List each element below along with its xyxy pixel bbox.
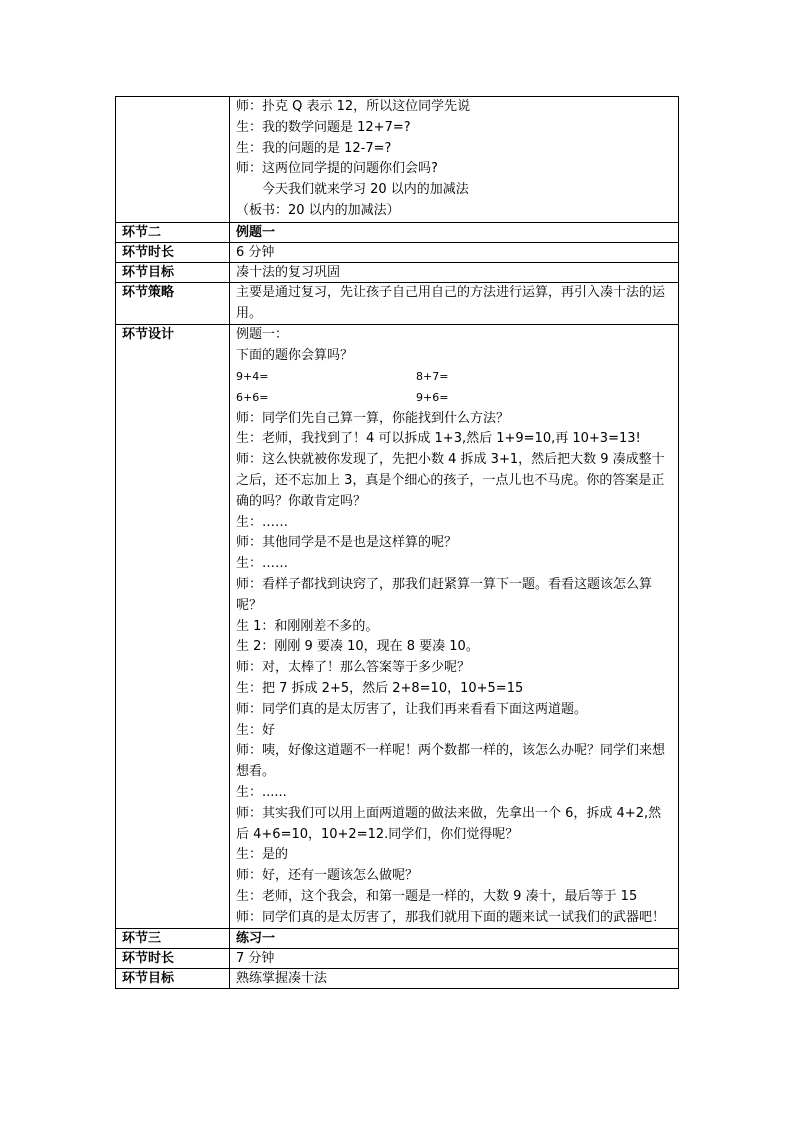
- duration-value: 7 分钟: [230, 949, 679, 969]
- dialogue-line: 师：对，太棒了！那么答案等于多少呢？: [236, 660, 471, 676]
- dialogue-line: 师：这两位同学提的问题你们会吗?: [236, 161, 438, 177]
- goal-value: 凑十法的复习巩固: [230, 262, 679, 282]
- table-row: [116, 929, 679, 949]
- duration-value: 6 分钟: [230, 242, 679, 262]
- lesson-plan-table: [115, 96, 679, 989]
- section-title: 练习一: [230, 929, 679, 949]
- row-label: 环节目标: [116, 969, 230, 989]
- intro-line: 例题一：: [236, 327, 289, 343]
- dialogue-line: 师：咦，好像这道题不一样呢！两个数都一样的，该怎么办呢？同学们来想想看。: [236, 743, 666, 780]
- dialogue-line: 今天我们就来学习 20 以内的加减法: [262, 182, 469, 198]
- dialogue-line: 师：其他同学是不是也是这样算的呢？: [236, 535, 458, 551]
- row-label: 环节设计: [116, 325, 230, 929]
- strategy-value: 主要是通过复习，先让孩子自己用自己的方法进行运算，再引入凑十法的运用。: [230, 282, 679, 325]
- problem: 9+6=: [416, 390, 449, 404]
- dialogue-line: 生：好: [236, 722, 276, 738]
- row-label: 环节目标: [116, 262, 230, 282]
- dialogue-line: 师：同学们先自己算一算，你能找到什么方法？: [236, 410, 510, 426]
- problem: 6+6=: [236, 390, 269, 404]
- row-label-empty: [116, 97, 230, 223]
- row-label: 环节三: [116, 929, 230, 949]
- dialogue-line: 师：同学们真的是太厉害了，那我们就用下面的题来试一试我们的武器吧！: [236, 909, 666, 925]
- intro-line: 下面的题你会算吗？: [236, 348, 354, 364]
- dialogue-line: 生：......: [236, 784, 287, 800]
- dialogue-line: 师：其实我们可以用上面两道题的做法来做，先拿出一个 6，拆成 4+2,然后 4+6=10，10+2=12.同学们，你们觉得呢？: [236, 805, 662, 842]
- dialogue-line: 生：老师，这个我会，和第一题是一样的，大数 9 凑十，最后等于 15: [236, 888, 638, 904]
- dialogue-line: 生：……: [236, 514, 289, 530]
- dialogue-line: 师：看样子都找到诀窍了，那我们赶紧算一算下一题。看看这题该怎么算呢？: [236, 576, 653, 613]
- goal-value: 熟练掌握凑十法: [230, 969, 679, 989]
- problem-row: [236, 388, 672, 409]
- row-label: 环节时长: [116, 242, 230, 262]
- section-title: 例题一: [230, 222, 679, 242]
- dialogue-line: 生 2：刚刚 9 要凑 10，现在 8 要凑 10。: [236, 639, 479, 655]
- dialogue-line: （板书：20 以内的加减法）: [236, 202, 400, 218]
- dialogue-line: 生：是的: [236, 847, 289, 863]
- table-row: [116, 242, 679, 262]
- row-label: 环节策略: [116, 282, 230, 325]
- table-row: [116, 97, 679, 223]
- problem: 9+4=: [236, 369, 269, 383]
- table-row: [116, 325, 679, 929]
- table-row: [116, 969, 679, 989]
- design-content: [230, 325, 679, 929]
- dialogue-line: 师：这么快就被你发现了，先把小数 4 拆成 3+1，然后把大数 9 凑成整十之后，还不忘加上 3，真是个细心的孩子，一点儿也不马虎。你的答案是正确的吗？你敢肯定吗？: [236, 452, 665, 509]
- table-row: [116, 222, 679, 242]
- dialogue-line: 师：同学们真的是太厉害了，让我们再来看看下面这两道题。: [236, 701, 588, 717]
- continued-dialogue: [230, 97, 679, 223]
- dialogue-line: 师：好，还有一题该怎么做呢？: [236, 868, 419, 884]
- row-label: 环节二: [116, 222, 230, 242]
- problem: 8+7=: [416, 369, 449, 383]
- table-row: [116, 262, 679, 282]
- row-label: 环节时长: [116, 949, 230, 969]
- problem-row: [236, 367, 672, 388]
- dialogue-line: 生 1：和刚刚差不多的。: [236, 618, 379, 634]
- dialogue-line: 生：我的问题的是 12-7=?: [236, 140, 392, 156]
- table-row: [116, 949, 679, 969]
- dialogue-line: 生：我的数学问题是 12+7=?: [236, 119, 411, 135]
- dialogue-line: 师：扑克 Q 表示 12，所以这位同学先说: [236, 99, 471, 114]
- dialogue-line: 生：把 7 拆成 2+5，然后 2+8=10，10+5=15: [236, 680, 524, 696]
- dialogue-line: 生：……: [236, 556, 289, 572]
- dialogue-line: 生：老师，我找到了！4 可以拆成 1+3,然后 1+9=10,再 10+3=13!: [236, 431, 641, 447]
- table-row: [116, 282, 679, 325]
